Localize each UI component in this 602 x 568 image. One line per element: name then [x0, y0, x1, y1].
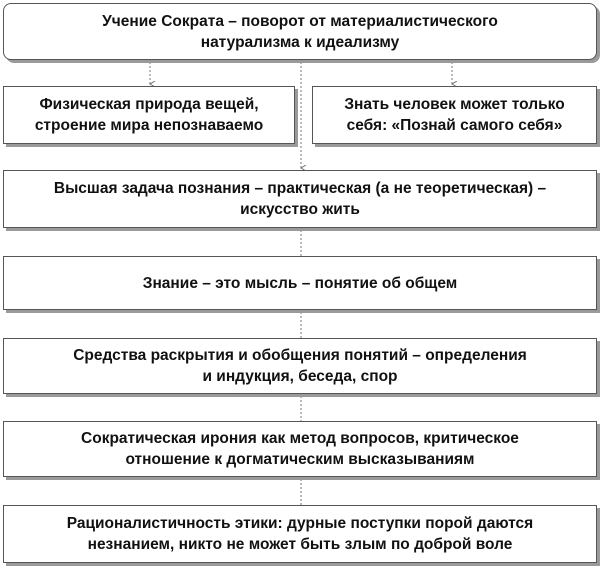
title-line-2: натурализма к идеализму — [200, 33, 400, 51]
left-branch-line-2: строение мира непознаваемо — [34, 117, 264, 134]
step-box-3 — [3, 338, 597, 394]
step-5-line-2: незнанием, никто не может быть злым по доброй воле — [87, 536, 513, 553]
right-branch-box — [312, 86, 597, 144]
step-2-line-1: Знание – это мысль – понятие об общем — [142, 274, 458, 292]
left-branch-box — [3, 86, 295, 144]
title-line-1: Учение Сократа – поворот от материалистического — [102, 12, 498, 30]
step-5-line-1: Рационалистичность этики: дурные поступки порой даются — [66, 515, 534, 532]
step-4-line-1: Сократическая ирония как метод вопросов, критическое — [81, 430, 519, 447]
left-branch-line-1: Физическая природа вещей, — [39, 96, 259, 113]
step-1-line-2: искусство жить — [240, 201, 360, 218]
step-box-2 — [3, 256, 597, 310]
step-3-line-2: и индукция, беседа, спор — [202, 368, 398, 385]
right-branch-line-2: себя: «Познай самого себя» — [346, 117, 563, 134]
title-box — [3, 3, 597, 60]
step-4-line-2: отношение к догматическим высказываниям — [125, 451, 475, 468]
step-3-line-1: Средства раскрытия и обобщения понятий – определения — [73, 347, 527, 364]
right-branch-line-1: Знать человек может только — [344, 96, 565, 113]
step-1-line-1: Высшая задача познания – практическая (а не теоретическая) – — [53, 180, 547, 197]
step-box-4 — [3, 421, 597, 477]
step-box-1 — [3, 170, 597, 228]
step-box-5 — [3, 505, 597, 563]
